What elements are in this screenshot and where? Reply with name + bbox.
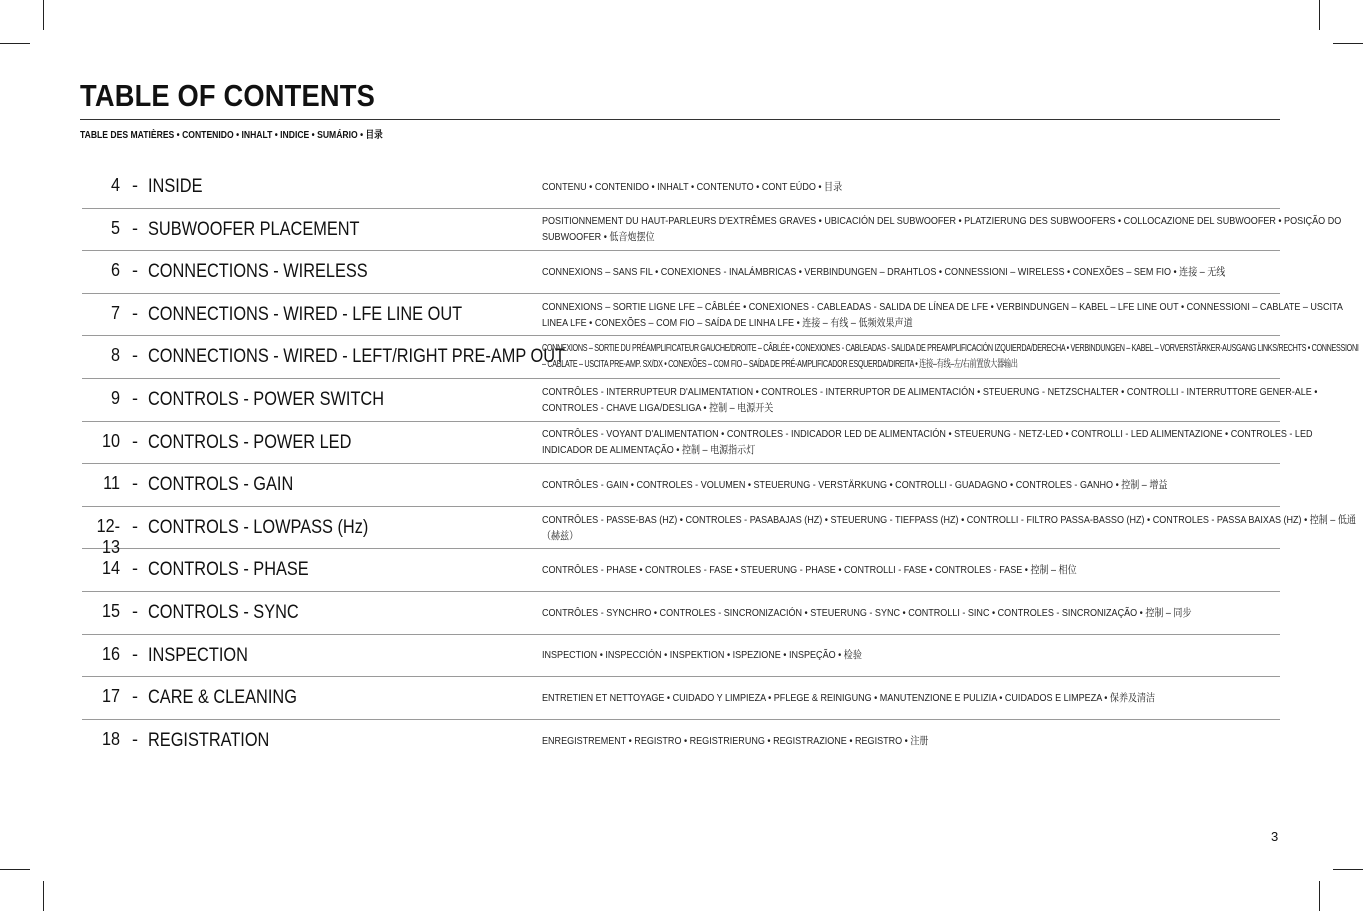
toc-translations: POSITIONNEMENT DU HAUT-PARLEURS D'EXTRÊMES GRAVES • UBICACIÓN DEL SUBWOOFER • PLATZIERUNG DES SUBWOOFERS • COLLOCAZIONE DEL SUBWOOFER • POSIÇÃO DO SUBWOOFER • 低音炮摆位 [542, 215, 1342, 244]
toc-page-number: 14 [101, 558, 120, 579]
toc-row[interactable] [82, 677, 1280, 720]
toc-row[interactable] [82, 336, 1359, 379]
toc-row[interactable] [82, 635, 1280, 678]
toc-page-number: 6 [110, 260, 120, 281]
toc-separator: - [132, 345, 138, 366]
toc-page-number: 7 [110, 302, 120, 323]
crop-mark [43, 881, 44, 911]
toc-page-number: 11 [103, 473, 120, 494]
toc-translations: CONNEXIONS – SORTIE LIGNE LFE – CÂBLÉE • CONEXIONES - CABLEADAS - SALIDA DE LÍNEA DE LFE • VERBINDUNGEN – KABEL – LFE LINE OUT • CONNESSIONI – CABLATE – USCITA LINEA LFE • CONEXÕES – COM FIO – SAÍDA DE LINHA LFE • 连接 – 有线 – 低频效果声道 [542, 300, 1343, 329]
page-title: TABLE OF CONTENTS [80, 78, 375, 113]
toc-translations: ENREGISTREMENT • REGISTRO • REGISTRIERUNG • REGISTRAZIONE • REGISTRO • 注册 [542, 734, 929, 747]
page-subtitle: TABLE DES MATIÈRES • CONTENIDO • INHALT • INDICE • SUMÁRIO • 目录 [80, 130, 383, 141]
toc-title: CONTROLS - LOWPASS (Hz) [148, 516, 369, 538]
toc-title: CONNECTIONS - WIRED - LEFT/RIGHT PRE-AMP OUT [148, 346, 565, 368]
toc-title: CONTROLS - SYNC [148, 601, 299, 623]
crop-mark [0, 869, 30, 870]
toc-page-number: 10 [101, 430, 120, 451]
crop-mark [1333, 43, 1363, 44]
toc-row[interactable] [82, 379, 1318, 422]
toc-title: CONTROLS - GAIN [148, 474, 294, 496]
toc-row[interactable] [82, 209, 1342, 252]
toc-title: INSPECTION [148, 644, 248, 666]
toc-title: CONTROLS - POWER LED [148, 431, 352, 453]
toc-title: INSIDE [148, 176, 203, 197]
toc-row[interactable] [82, 464, 1280, 507]
toc-separator: - [132, 515, 138, 536]
toc-title: CONNECTIONS - WIRELESS [148, 261, 368, 283]
toc-separator: - [132, 686, 138, 707]
page-number: 3 [1271, 829, 1279, 844]
toc-translations: ENTRETIEN ET NETTOYAGE • CUIDADO Y LIMPIEZA • PFLEGE & REINIGUNG • MANUTENZIONE E PULIZIA • CUIDADOS E LIMPEZA • 保养及清洁 [542, 691, 1156, 704]
toc-page-number: 12-13 [96, 515, 120, 557]
toc-translations: CONTRÔLES - SYNCHRO • CONTROLES - SINCRONIZACIÓN • STEUERUNG - SYNC • CONTROLLI - SINC • CONTROLES - SINCRONIZAÇÃO • 控制 – 同步 [542, 606, 1192, 619]
toc-page-number: 4 [110, 175, 120, 195]
crop-mark [1333, 869, 1363, 870]
toc-translations: CONTRÔLES - VOYANT D'ALIMENTATION • CONTROLES - INDICADOR LED DE ALIMENTACIÓN • STEUERUNG - NETZ-LED • CONTROLLI - LED ALIMENTAZIONE • CONTROLES - LED INDICADOR DE ALIMENTAÇÃO • 控制 – 电源指示灯 [542, 428, 1313, 457]
toc-title: CONNECTIONS - WIRED - LFE LINE OUT [148, 303, 463, 325]
toc-page-number: 15 [101, 600, 120, 621]
toc-title: CONTROLS - PHASE [148, 559, 309, 581]
title-divider [80, 119, 1280, 120]
toc-separator: - [132, 430, 138, 451]
toc-separator: - [132, 643, 138, 664]
crop-mark [0, 43, 30, 44]
toc-page-number: 17 [101, 686, 120, 707]
toc-title: CONTROLS - POWER SWITCH [148, 388, 385, 410]
toc-translations: CONTRÔLES - INTERRUPTEUR D'ALIMENTATION • CONTROLES - INTERRUPTOR DE ALIMENTACIÓN • STEUERUNG - NETZSCHALTER • CONTROLLI - INTERRUTTORE GENER-ALE • CONTROLES - CHAVE LIGA/DESLIGA • 控制 – 电源开关 [542, 385, 1318, 414]
toc-separator: - [132, 217, 138, 238]
toc-title: CARE & CLEANING [148, 687, 297, 709]
crop-mark [1319, 881, 1320, 911]
toc-title: SUBWOOFER PLACEMENT [148, 218, 360, 240]
toc-row[interactable] [82, 507, 1356, 557]
toc-translations: INSPECTION • INSPECCIÓN • INSPEKTION • ISPEZIONE • INSPEÇÃO • 检验 [542, 649, 862, 662]
toc-separator: - [132, 473, 138, 494]
toc-translations: CONTRÔLES - GAIN • CONTROLES - VOLUMEN • STEUERUNG - VERSTÄRKUNG • CONTROLLI - GUADAGNO • CONTROLES - GANHO • 控制 – 增益 [542, 478, 1168, 491]
toc-separator: - [132, 600, 138, 621]
toc-row[interactable] [82, 251, 1280, 294]
toc-translations: CONNEXIONS – SORTIE DU PRÉAMPLIFICATEUR GAUCHE/DROITE – CÂBLÉE • CONEXIONES - CABLEADAS - SALIDA DE PREAMPLIFICACIÓN IZQUIERDA/DERECHA • VERBINDUNGEN – KABEL – VORVERSTÄRKER-AUSGANG LINKS/RECHTS • CONNESSIONI – CABLATE – USCITA PRE-AMP. SX/DX • CONEXÕES – COM FIO – SAÍDA DE PRÉ-AMPLIFICADOR ESQUERDA/DIREITA • 连接–有线–左/右前置放大器输出 [542, 343, 1359, 371]
toc-page-number: 5 [110, 217, 120, 238]
toc-row[interactable] [82, 422, 1313, 465]
toc-page-number: 16 [101, 643, 120, 664]
toc-page-number: 8 [110, 345, 120, 366]
toc-separator: - [132, 260, 138, 281]
toc-row[interactable] [82, 720, 1280, 762]
toc-row[interactable] [82, 592, 1280, 635]
toc-translations: CONTRÔLES - PHASE • CONTROLES - FASE • STEUERUNG - PHASE • CONTROLLI - FASE • CONTROLES - FASE • 控制 – 相位 [542, 564, 1077, 577]
toc-separator: - [132, 175, 138, 195]
toc-list [82, 166, 1359, 761]
toc-translations: CONNEXIONS – SANS FIL • CONEXIONES - INALÁMBRICAS • VERBINDUNGEN – DRAHTLOS • CONNESSIONI – WIRELESS • CONEXÕES – SEM FIO • 连接 – 无线 [542, 265, 1226, 278]
toc-row[interactable] [82, 549, 1280, 592]
toc-separator: - [132, 387, 138, 408]
toc-separator: - [132, 302, 138, 323]
toc-page-number: 18 [101, 728, 120, 749]
toc-translations: CONTRÔLES - PASSE-BAS (HZ) • CONTROLES - PASABAJAS (HZ) • STEUERUNG - TIEFPASS (HZ) • CONTROLLI - FILTRO PASSA-BASSO (HZ) • CONTROLES - PASSA BAIXAS (HZ) • 控制 – 低通（赫兹） [542, 513, 1356, 542]
toc-separator: - [132, 728, 138, 749]
toc-page-number: 9 [110, 387, 120, 408]
toc-title: REGISTRATION [148, 729, 270, 751]
crop-mark [43, 0, 44, 30]
toc-row[interactable] [82, 166, 1280, 209]
toc-translations: CONTENU • CONTENIDO • INHALT • CONTENUTO • CONT EÚDO • 目录 [542, 180, 843, 193]
toc-row[interactable] [82, 294, 1343, 337]
crop-mark [1319, 0, 1320, 30]
toc-separator: - [132, 558, 138, 579]
